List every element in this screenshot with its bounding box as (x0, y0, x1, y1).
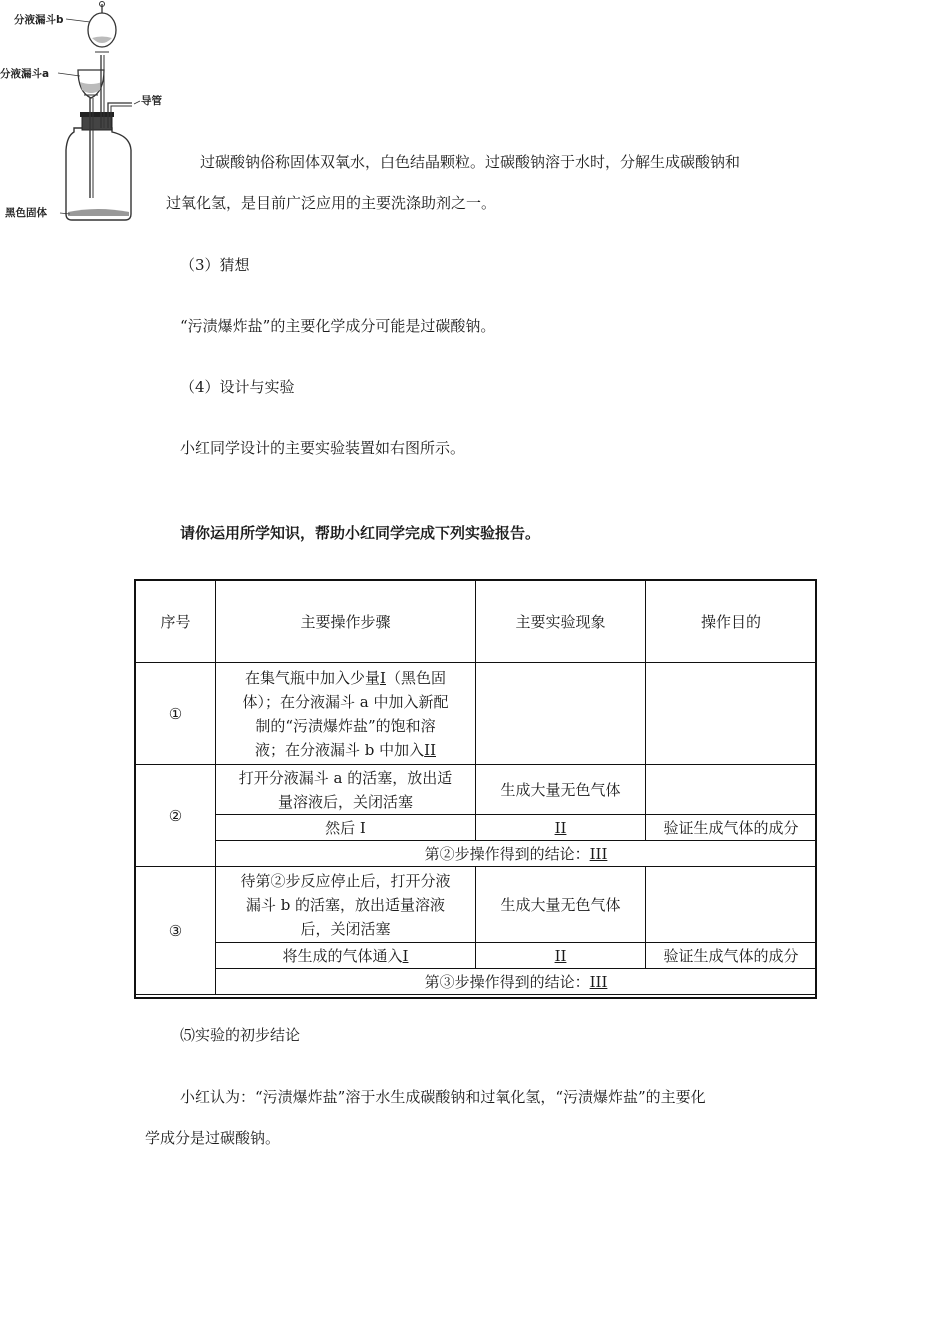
row-2-conclusion: 第②步操作得到的结论：III (216, 841, 817, 867)
table-row-2 (136, 765, 817, 815)
row-3-phenomenon: 生成大量无色气体 (476, 867, 646, 943)
row-1-seq: ① (136, 663, 216, 765)
section-4-text: 小红同学设计的主要实验装置如右图所示。 (180, 439, 466, 457)
blank-i: I (380, 668, 386, 687)
experiment-report-table (135, 580, 817, 995)
row-3-purpose (646, 867, 817, 943)
section-3-text: “污渍爆炸盐”的主要化学成分可能是过碳酸钠。 (180, 317, 496, 335)
row-1-steps: 在集气瓶中加入少量I（黑色固 体）；在分液漏斗 a 中加入新配 制的“污渍爆炸盐”的饱和溶 液；在分液漏斗 b 中加入II (216, 663, 476, 765)
row-2-sub-step: 然后 I (216, 815, 476, 841)
row-2-steps: 打开分液漏斗 a 的活塞，放出适 量溶液后，关闭活塞 (216, 765, 476, 815)
row-1-purpose (646, 663, 817, 765)
section-5-heading: ⑸实验的初步结论 (180, 1026, 301, 1044)
label-funnel-a: 分液漏斗a (0, 68, 50, 80)
apparatus-figure (0, 0, 175, 230)
row-1-phenomenon (476, 663, 646, 765)
instruction-text: 请你运用所学知识，帮助小红同学完成下列实验报告。 (180, 524, 541, 542)
row-2-purpose (646, 765, 817, 815)
table-row-2-sub (136, 815, 817, 841)
blank-ii: II (424, 740, 436, 759)
row-2-phenomenon: 生成大量无色气体 (476, 765, 646, 815)
table-row-3-sub (136, 943, 817, 969)
intro-line-1: 过碳酸钠俗称固体双氧水，白色结晶颗粒。过碳酸钠溶于水时，分解生成碳酸钠和 (200, 153, 741, 171)
table-header-row (136, 581, 817, 663)
intro-line-2: 过氧化氢，是目前广泛应用的主要洗涤助剂之一。 (166, 194, 497, 212)
row-3-seq: ③ (136, 867, 216, 995)
row-3-sub-step: 将生成的气体通入I (216, 943, 476, 969)
label-funnel-b: 分液漏斗b (14, 14, 64, 26)
table-row-2-conclusion (136, 841, 817, 867)
header-phenomenon: 主要实验现象 (476, 581, 646, 663)
row-3-sub-purpose: 验证生成气体的成分 (646, 943, 817, 969)
section-4-heading: （4）设计与实验 (180, 378, 295, 396)
section-5-line-1: 小红认为：“污渍爆炸盐”溶于水生成碳酸钠和过氧化氢，“污渍爆炸盐”的主要化 (180, 1088, 706, 1106)
header-steps: 主要操作步骤 (216, 581, 476, 663)
row-3-conclusion: 第③步操作得到的结论：III (216, 969, 817, 995)
section-3-heading: （3）猜想 (180, 256, 250, 274)
row-3-steps: 待第②步反应停止后，打开分液 漏斗 b 的活塞，放出适量溶液 后，关闭活塞 (216, 867, 476, 943)
section-5-line-2: 学成分是过碳酸钠。 (145, 1129, 281, 1147)
table-row-3-conclusion (136, 969, 817, 995)
table-row-1 (136, 663, 817, 765)
row-2-seq: ② (136, 765, 216, 867)
header-purpose: 操作目的 (646, 581, 817, 663)
header-seq: 序号 (136, 581, 216, 663)
row-2-sub-phenomenon: II (476, 815, 646, 841)
table-row-3 (136, 867, 817, 943)
label-black-solid: 黑色固体 (5, 207, 47, 219)
row-3-sub-phenomenon: II (476, 943, 646, 969)
label-tube: 导管 (141, 95, 162, 107)
row-2-sub-purpose: 验证生成气体的成分 (646, 815, 817, 841)
apparatus-diagram (0, 0, 175, 230)
